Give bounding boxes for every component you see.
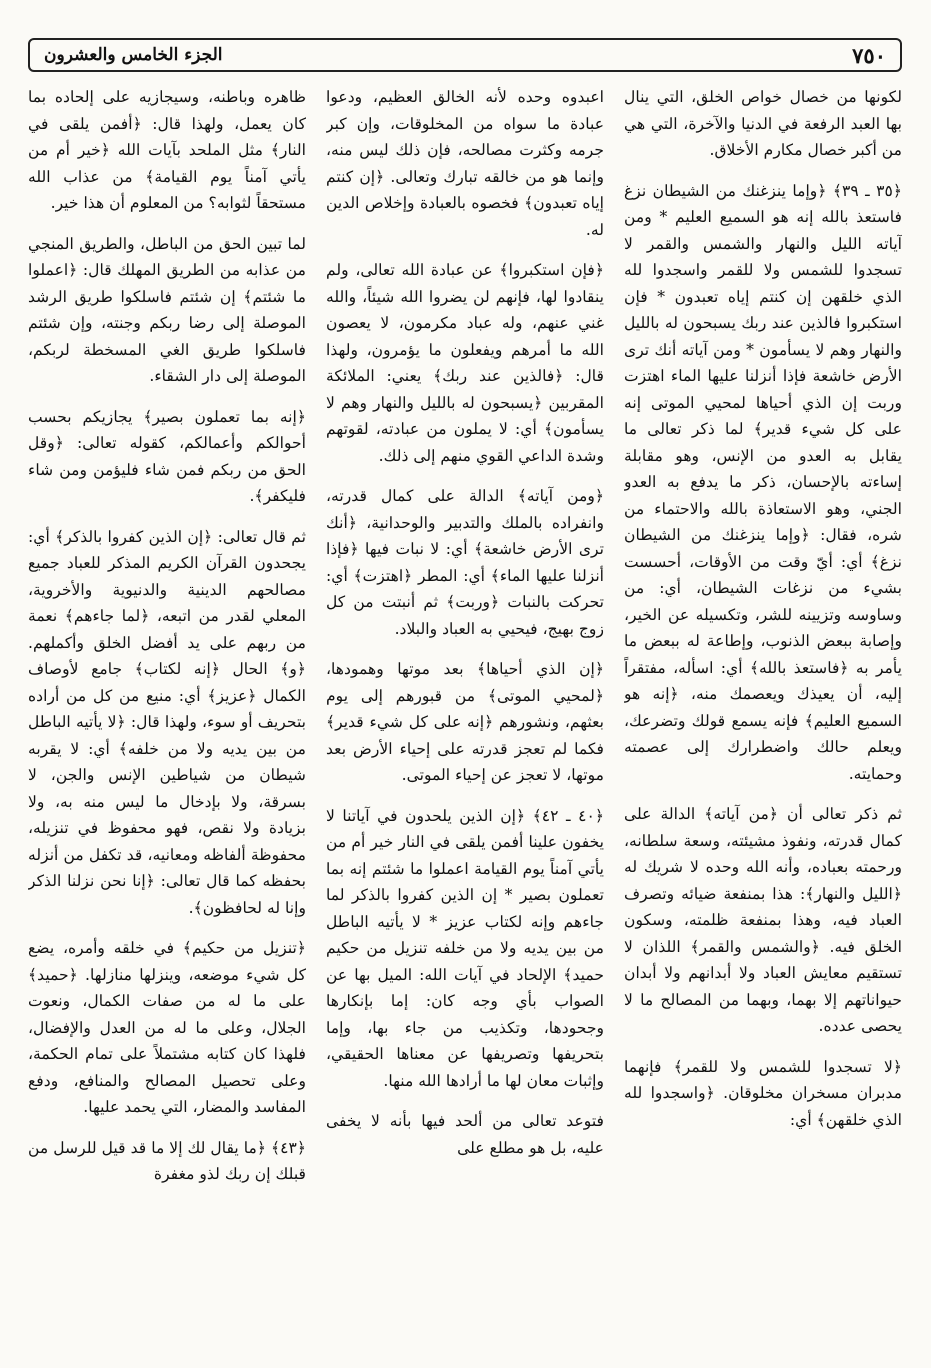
paragraph: فتوعد تعالى من ألحد فيها بأنه لا يخفى عليه، بل هو مطلع على (326, 1112, 604, 1157)
page-header (28, 38, 902, 72)
paragraph: ﴿٤٣﴾ ﴿ما يقال لك إلا ما قد قيل للرسل من قبلك إن ربك لذو مغفرة (28, 1138, 306, 1183)
paragraph: ﴿إنه بما تعملون بصير﴾ يجازيكم بحسب أحوالكم وأعمالكم، كقوله تعالى: ﴿وقل الحق من ربكم فمن شاء فليؤمن ومن شاء فليكفر﴾. (28, 407, 306, 505)
column-middle (326, 84, 604, 1360)
page-number: ٧٥٠ (852, 42, 886, 68)
column-left (28, 84, 306, 1360)
paragraph: ظاهره وباطنه، وسيجازيه على إلحاده بما كان يعمل، ولهذا قال: ﴿أفمن يلقى في النار﴾ مثل الملحد بآيات الله ﴿خير أم من يأتي آمناً يوم القيامة﴾ من عذاب الله مستحقاً لثوابه؟ من المعلوم أن هذا خير. (28, 88, 306, 212)
paragraph: ﴿٣٥ ـ ٣٩﴾ ﴿وإما ينزغنك من الشيطان نزغ فاستعذ بالله إنه هو السميع العليم * ومن آياته الليل والنهار والشمس والقمر لا تسجدوا للشمس ولا للقمر واسجدوا لله الذي خلقهن إن كنتم إياه تعبدون * فإن استكبروا فالذين عند ربك يسبحون له بالليل والنهار وهم لا يسأمون * ومن آياته أنك ترى الأرض خاشعة فإذا أنزلنا عليها الماء اهتزت وربت إن الذي أحياها لمحيي الموتى إنه على كل شيء قدير﴾ لما ذكر تعالى ما يقابل به العدو من الإنس، وهو مقابلة إساءته بالإحسان، ذكر ما يدفع به العدو الجني، وهو الاستعاذة بالله والاحتماء من شره، فقال: ﴿وإما ينزغنك من الشيطان نزغ﴾ أي: أيّ وقت من الأوقات، أحسست بشيء من نزغات الشيطان، أي: من وساوسه وتزيينه للشر، وتكسيله عن الخير، وإصابة ببعض الذنوب، وإطاعة له ببعض ما يأمر به ﴿فاستعذ بالله﴾ أي: اسأله، مفتقراً إليه، أن يعيذك ويعصمك منه، ﴿إنه هو السميع العليم﴾ فإنه يسمع قولك وتضرعك، ويعلم حالك واضطرارك إلى عصمته وحمايته. (624, 181, 902, 783)
paragraph: ثم ذكر تعالى أن ﴿من آياته﴾ الدالة على كمال قدرته، ونفوذ مشيئته، وسعة سلطانه، ورحمته بعباده، وأنه الله وحده لا شريك له ﴿الليل والنهار﴾: هذا بمنفعة ضيائه وتصرف العباد فيه، وهذا بمنفعة ظلمته، وسكون الخلق فيه. ﴿والشمس والقمر﴾ اللذان لا تستقيم معايش العباد ولا أبدانهم ولا أبدان حيواناتهم إلا بهما، وبهما من المصالح ما لا يحصى عدده. (624, 805, 902, 1035)
column-right (624, 84, 902, 1360)
text-columns (28, 84, 902, 1360)
running-title: الجزء الخامس والعشرون (44, 45, 223, 65)
paragraph: ﴿٤٠ ـ ٤٢﴾ ﴿إن الذين يلحدون في آياتنا لا يخفون علينا أفمن يلقى في النار خير أم من يأتي آمناً يوم القيامة اعملوا ما شئتم إنه بما تعملون بصير * إن الذين كفروا بالذكر لما جاءهم وإنه لكتاب عزيز * لا يأتيه الباطل من بين يديه ولا من خلفه تنزيل من حكيم حميد﴾ الإلحاد في آيات الله: الميل بها عن الصواب بأي وجه كان: إما بإنكارها وجحودها، وتكذيب من جاء بها، وإما بتحريفها وتصريفها عن معناها الحقيقي، وإثبات معان لها ما أرادها الله منها. (326, 806, 604, 1090)
paragraph: ﴿فإن استكبروا﴾ عن عبادة الله تعالى، ولم ينقادوا لها، فإنهم لن يضروا الله شيئاً، والله غني عنهم، وله عباد مكرمون، لا يعصون الله ما أمرهم ويفعلون ما يؤمرون، ولهذا قال: ﴿فالذين عند ربك﴾ يعني: الملائكة المقربين ﴿يسبحون له بالليل والنهار وهم لا يسأمون﴾ أي: لا يملون من عبادته، لقوتهم وشدة الداعي القوي منهم إلى ذلك. (326, 261, 604, 465)
paragraph: ﴿لا تسجدوا للشمس ولا للقمر﴾ فإنهما مدبران مسخران مخلوقان. ﴿واسجدوا لله الذي خلقهن﴾ أي: (624, 1057, 902, 1129)
paragraph: ﴿تنزيل من حكيم﴾ في خلقه وأمره، يضع كل شيء موضعه، وينزلها منازلها. ﴿حميد﴾ على ما له من صفات الكمال، ونعوت الجلال، وعلى ما له من العدل والإفضال، فلهذا كان كتابه مشتملاً على تمام الحكمة، وعلى تحصيل المصالح والمنافع، ودفع المفاسد والمضار، التي يحمد عليها. (28, 939, 306, 1116)
paragraph: ثم قال تعالى: ﴿إن الذين كفروا بالذكر﴾ أي: يجحدون القرآن الكريم المذكر للعباد جميع مصالحهم الدينية والدنيوية والأخروية، المعلي لقدر من اتبعه، ﴿لما جاءهم﴾ نعمة من ربهم على يد أفضل الخلق وأكملهم. ﴿و﴾ الحال ﴿إنه لكتاب﴾ جامع لأوصاف الكمال ﴿عزيز﴾ أي: منيع من كل من أراده بتحريف أو سوء، ولهذا قال: ﴿لا يأتيه الباطل من بين يديه ولا من خلفه﴾ أي: لا يقربه شيطان من شياطين الإنس والجن، لا بسرقة، ولا بإدخال ما ليس منه به، ولا بزيادة ولا نقص، فهو محفوظ في تنزيله، محفوظة ألفاظه ومعانيه، قد تكفل من أنزله بحفظه كما قال تعالى: ﴿إنا نحن نزلنا الذكر وإنا له لحافظون﴾. (28, 527, 306, 917)
paragraph: اعبدوه وحده لأنه الخالق العظيم، ودعوا عبادة ما سواه من المخلوقات، وإن كبر جرمه وكثرت مصالحه، فإن ذلك ليس منه، وإنما هو من خالقه تبارك وتعالى. ﴿إن كنتم إياه تعبدون﴾ فخصوه بالعبادة وإخلاص الدين له. (326, 88, 604, 239)
paragraph: لكونها من خصال خواص الخلق، التي ينال بها العبد الرفعة في الدنيا والآخرة، التي هي من أكبر خصال مكارم الأخلاق. (624, 88, 902, 159)
paragraph: لما تبين الحق من الباطل، والطريق المنجي من عذابه من الطريق المهلك قال: ﴿اعملوا ما شئتم﴾ إن شئتم فاسلكوا طريق الرشد الموصلة إلى رضا ربكم وجنته، وإن شئتم فاسلكوا طريق الغي المسخطة لربكم، الموصلة إلى دار الشقاء. (28, 234, 306, 385)
paragraph: ﴿إن الذي أحياها﴾ بعد موتها وهمودها، ﴿لمحيي الموتى﴾ من قبورهم إلى يوم بعثهم، ونشورهم ﴿إنه على كل شيء قدير﴾ فكما لم تعجز قدرته على إحياء الأرض بعد موتها، لا تعجز عن إحياء الموتى. (326, 660, 604, 784)
paragraph: ﴿ومن آياته﴾ الدالة على كمال قدرته، وانفراده بالملك والتدبير والوحدانية، ﴿أنك ترى الأرض خاشعة﴾ أي: لا نبات فيها ﴿فإذا أنزلنا عليها الماء﴾ أي: المطر ﴿اهتزت﴾ أي: تحركت بالنبات ﴿وربت﴾ ثم أنبتت من كل زوج بهيج، فيحيي به العباد والبلاد. (326, 487, 604, 638)
